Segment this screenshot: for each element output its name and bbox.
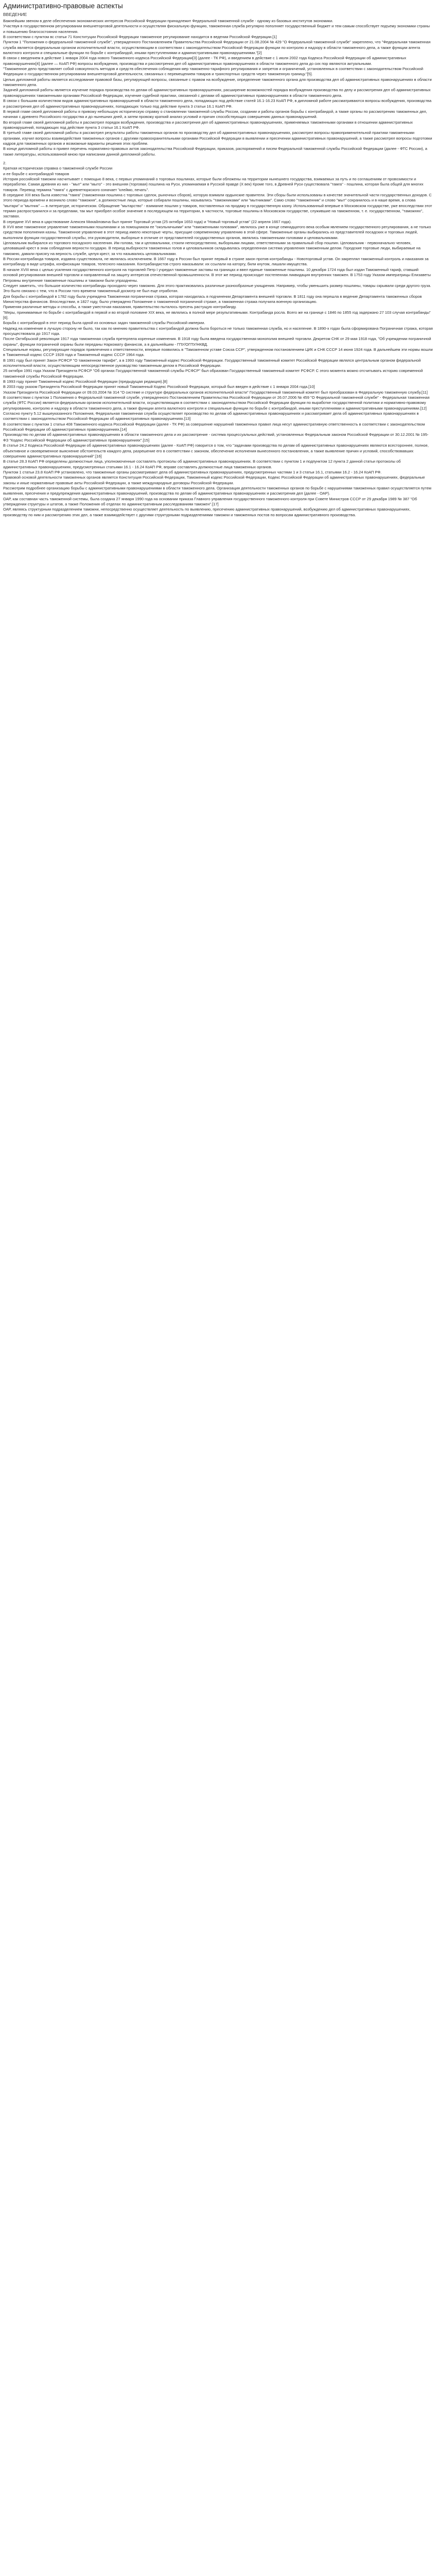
- document-paragraph: Применяя различные методы и способы, а также ужесточая наказания, правительство пыталось пресечь растущую контрабанду.: [3, 304, 237, 310]
- document-paragraph: В связи с введением в действие 1 января 2004 года нового Таможенного кодекса Российской Федерации[3] (далее - ТК РФ), и введением в действие с 1 июля 2002 года Кодекса Российской Федерации об административных правонарушениях[4] (далее — КоАП РФ) вопросы возбуждения, производства и рассмотрения дел об административных правонарушениях в области таможенного дела до сих пор являются актуальными.: [3, 56, 407, 66]
- document-paragraph: Важнейшим звеном в деле обеспечения экономических интересов Российской Федерации принадлежит Федеральной таможенной службе - одному из базовых институтов экономики.: [3, 19, 334, 23]
- document-paragraph: Правовой основой деятельности таможенных органов является Конституция Российской Федерации, Таможенный кодекс Российской Федерации, Кодекс Российской Федерации об административных правонарушениях, федеральные законы и иные нормативные правовые акты Российской Федерации, а также международные договоры Российской Федерации.: [3, 475, 425, 485]
- document-subtitle: ВВЕДЕНИЕ: [3, 12, 27, 17]
- document-body: [3, 19, 433, 518]
- document-paragraph: Целовальник выбирался из торгового посадского населения. Им голова, так и целовальники, стоили непосредственно, выборными лицами, ответственными за правильный сбор пошлин. Целовальник - первоначально человек, целовавший крест в знак соблюдения верности государю. В период выборности таможенных голов и целовальников складывалась определенная система управления таможенным делом. Городские торговые люди, выбираемые на таможню, давали присягу на верность службе, целуя крест, за что назывались целовальниками.: [3, 241, 421, 256]
- document-paragraph: ОАР, являясь структурным подразделением таможни, непосредственно осуществляет деятельность по выявлению, пресечению административных правонарушений, возбуждению дел об административных правонарушениях, производству по ним и рассмотрению этих дел, а также взаимодействует с другими структурными подразделениями таможни и таможенных постов по вопросам административного производства.: [3, 507, 411, 517]
- document-paragraph: Указом Президента Российской Федерации от 09.03.2004 № 314 "О системе и структуре федеральных органов исполнительной власти" Государственный таможенный комитет был преобразован в Федеральную таможенную службу.[11]: [3, 389, 428, 395]
- document-paragraph: и ее борьбе с контрабандой товаров: [3, 171, 69, 176]
- document-paragraph: В статье 28.3 КоАП РФ определены должностные лица, уполномоченные составлять протоколы об административных правонарушениях. В соответствии с пунктом 1 и подпунктом 12 пункта 2 данной статьи протоколы об административных правонарушениях, предусмотренных статьями 16.1 - 16.24 КоАП РФ, вправе составлять должностные лица таможенных органов.: [3, 459, 401, 469]
- document-paragraph: В России контрабанда товаров, издавна существовала, не являлась исключением. В 1667 году в России был принят первый в стране закон против контрабанды - Новоторговый устав. Он закреплял таможенный контроль и наказания за контрабанду в виде штрафа, конфискации товаров, телесного наказания. Контрабандистов строго наказывали: их ссылали на каторгу, били кнутом, лишали имущества.: [3, 257, 429, 267]
- document-paragraph: 25 октября 1991 года Указом Президента РСФСР "Об органах Государственной таможенной службы РСФСР" был образован Государственный таможенный комитет РСФСР. С этого момента можно отсчитывать историю современной таможенной службы Российской Федерации.: [3, 368, 423, 379]
- document-paragraph: В начале XVIII века с целью усиления государственного контроля на торговлей Петр I учредил таможенные заставы на границах и ввел единые таможенные пошлины. 10 декабря 1724 года был издан Таможенный тариф, ставший основой регулирования внешней торговли и направленный на защиту интересов отечественной промышленности. В этот же период происходит постепенная ликвидация внутренних таможен. В 1753 году Указом императрицы Елизаветы Петровны внутренние таможенные пошлины и таможни были упразднены.: [3, 267, 431, 283]
- document-paragraph: Для борьбы с контрабандой в 1782 году была учреждена Таможенная пограничная стража, которая находилась в подчинении Департамента внешней торговли. В 1811 году она перешла в ведение Департамента таможенных сборов Министерства финансов. Впоследствии, в 1827 году, было утверждено Положение о таможенной пограничной страже, а таможенная стража получила военную организацию.: [3, 294, 422, 304]
- document-paragraph: Согласно пункту 5.12 вышеуказанного Положения, Федеральная таможенная служба осуществляет производство по делам об административных правонарушениях и рассматривает дела об административных правонарушениях в соответствии с законодательством Российской Федерации об административных правонарушениях.[13]: [3, 411, 419, 421]
- document-paragraph: Целью дипломной работы является исследование правовой базы, регулирующей вопросы, связанные с правом на возбуждение, определение таможенного органа для производства дел об административных правонарушениях в области таможенного дела.: [3, 77, 432, 88]
- document-paragraph: В 1993 году принят Таможенный кодекс Российской Федерации (предыдущая редакция).[8]: [3, 379, 167, 384]
- document-paragraph: В 1991 году был принят Закон РСФСР "О таможенном тарифе", а в 1993 году Таможенный кодекс Российской Федерации. Государственный таможенный комитет Российской Федерации являлся центральным органом федеральной исполнительной власти, осуществляющим непосредственное руководство таможенным делом в Российской Федерации.: [3, 358, 421, 368]
- document-paragraph: В XVII веке таможенное управление таможенными пошлинами и за помощником ее "окольничьими" или "таможенными головами", являлось уже в конце семнадцатого века особым явлением государственного регулирования, а не только средством пополнения казны. Таможенное управление в этот период имело некоторые черты, присущие современному управлению в этой сфере. Таможенные органы выбирались из представителей посадских и торговых людей, выполняли функции государственной службы, эти руководители, выборные в отличие от представителей государственных органов, являлись таможенными головами и целовальниками.: [3, 225, 431, 240]
- document-paragraph: Краткая историческая справка о таможенной службе России: [3, 166, 113, 171]
- document-title: Административно-правовые аспекты: [3, 2, 123, 10]
- document-paragraph: 2.: [3, 160, 7, 165]
- document-paragraph: Специальные нормы, регулирующие порядок привлечения к ответственности, впервые появились в "Таможенном уставе Союза ССР", утвержденном постановлением ЦИК и СНК СССР 14 июня 1924 года. В дальнейшем эти нормы вошли в Таможенный кодекс СССР 1928 года и Таможенный кодекс СССР 1964 года.: [3, 347, 433, 358]
- document-paragraph: Задачей дипломной работы является изучение порядка производства по делам об административных правонарушениях, расширение возможностей порядка возбуждения производства по делу и рассмотрения дел об административных правонарушениях таможенными органами Российской Федерации, изучение судебной практики, связанной с делами об административных правонарушениях в области таможенного дела.: [3, 88, 431, 98]
- document-paragraph: История российской таможни насчитывает с помощью 8 века, с первых упоминаний о торговых пошлинах, которые были обложены на территории нынешнего государства, взимаемых за путь и по соглашениям от провозимости и переработки. Самая древняя из них - "мыт" или "мыто" - это внешняя (торговая) пошлина на Руси, упоминаемая в Русской правде (X век) Кроме того, в Древней Руси существовала "тамга" - пошлина, которая была общей для многих товаров. Перевод термина "тамга" с древнетюркского означает "клеймо, печать".: [3, 176, 424, 192]
- document-paragraph: В соответствии с пунктом 1 статьи 408 Таможенного кодекса Российской Федерации (далее - ТК РФ) за совершение нарушений таможенных правил лица несут административную ответственность в соответствии с законодательством Российской Федерации об административных правонарушениях.[14]: [3, 421, 425, 432]
- document-paragraph: В первой главе своей дипломной работы я привожу небольшую историческую справку о становлении таможенной службы России, создании и работы органов борьбы с контрабандой, а также органы по рассмотрению таможенных дел, начиная с древнего Российского государства и до нынешних дней, а затем провожу краткий анализ условий и причин способствующих совершению данных правонарушений.: [3, 109, 427, 120]
- document-paragraph: В конце дипломной работы я привел перечень нормативно-правовых актов законодательства Российской Федерации, приказов, распоряжений и писем Федеральной таможенной службы Российской Федерации (далее - ФТС России), а также литературы, использованной мною при написании данной дипломной работы.: [3, 146, 427, 157]
- document-paragraph: В связи с большим количеством видов административных правонарушений в области таможенного дела, попадающих под действие статей 16.1-16.23 КоАП РФ, в дипломной работе рассматриваются вопросы возбуждения, производства и рассмотрения дел об административных правонарушениях, попадающих только под действие пункта 3 статьи 16.1 КоАП РФ.: [3, 98, 431, 109]
- document-paragraph: В статье 24.2 Кодекса Российской Федерации об административных правонарушениях (далее - КоАП РФ) говорится о том, что "задачами производства по делам об административных правонарушениях являются всестороннее, полное, объективное и своевременное выяснение обстоятельств каждого дела, разрешение его в соответствии с законом, обеспечение исполнения вынесенного постановления, а также выявление причин и условий, способствовавших совершению административных правонарушений".[16]: [3, 443, 429, 459]
- document-paragraph: В соответствии с пунктом 1 Положения о Федеральной таможенной службе, утвержденного Постановлением Правительства Российской Федерации от 26.07.2006 № 459 "О Федеральной таможенной службе" - Федеральная таможенная служба (ФТС России) является федеральным органом исполнительной власти, осуществляющим в соответствии с законодательством Российской Федерации функции по выработке государственной политики и нормативно-правовому регулированию, контролю и надзору в области таможенного дела, а также функции агента валютного контроля и специальные функции по борьбе с контрабандой, иными преступлениями и административными правонарушениями.[12]: [3, 395, 430, 411]
- document-paragraph: В 2003 году указом Президента Российской Федерации принят новый Таможенный Кодекс Российской Федерации, который был введен в действие с 1 января 2004 года.[10]: [3, 384, 315, 389]
- document-paragraph: Следует заметить, что большое количество контрабанды проходило через таможню. Для этого практиковались различные разнообразные ухищрения. Например, чтобы уменьшить размер пошлины, товары скрывали среди другого груза. Это было связано с тем, что в России того времени таможенный досмотр не был еще отработан.: [3, 283, 431, 294]
- document-paragraph: Пунктом 1 статьи 23.8 КоАП РФ установлено, что таможенные органы рассматривают дела об административных правонарушениях, предусмотренных частями 1 и 3 статьи 16.1, статьями 16.2 - 16.24 КоАП РФ.: [3, 469, 382, 474]
- document-page: [0, 2, 436, 518]
- document-paragraph: В соответствии с пунктом вс статьи 71 Конституции Российской Федерации таможенное регулирование находится в ведении Российской Федерации.[1]: [3, 35, 277, 40]
- document-paragraph: Борьба с контрабандой в этот период была одной из основных задач таможенной службы Российской империи.: [3, 320, 205, 326]
- document-paragraph: В середине XIII века была известна "тамга" (таможенная пошлина с торговых сделок, рыночных сборов), которую взимали ордынские правители. Эти сборы были использованы в качестве значительной части государственных доходов. С этого периода времени и возникло слово "таможня", а должностные лица, которые собирали пошлины, назывались "таможниками" или "мытниками". Само слово "таможенник" и слово "мыт" сохранилось и в наше время, а слова "мытари" и "мытник" — в литературе, историческом. Обращение "мытарство" - взимание пошлин у товаров, поставленных на продажу в государственную казну. Использованный впервые в Московском государстве, уже впоследствии этот термин распространился и за пределами, так мыт приобрел особое значение в последующем на территории, в частности, торговые пошлины в Московском государстве, служившие на таможенном, т. е. государственном, "таможнях", заставах.: [3, 193, 432, 219]
- document-paragraph: Производство по делам об административных правонарушениях в области таможенного дела и их рассмотрение - система процессуальных действий, установленных Федеральным законом Российской Федерации от 30.12.2001 № 195-ФЗ "Кодекс Российской Федерации об административных правонарушениях".[15]: [3, 432, 429, 443]
- document-paragraph: В середине XVI века в царствование Алексея Михайловича был принят Торговый устав (25 октября 1653 года) и "Новый торговый устав" (22 апреля 1667 года).: [3, 219, 292, 224]
- document-paragraph: После Октябрьской революции 1917 года таможенная служба претерпела коренные изменения. В 1918 году была введена государственная монополия внешней торговли. Декретом СНК от 29 мая 1918 года, "Об учреждении пограничной охраны", функции пограничной охраны были переданы Наркомату финансов, а в дальнейшем - ГПУ/ОГПУ/НКВД.: [3, 336, 431, 347]
- document-paragraph: Во второй главе своей дипломной работы я рассмотрел порядок возбуждения, производства и рассмотрения дел об административных правонарушениях, применяемых таможенными органами в отношении административных правонарушений, попадающих под действие пункта 3 статьи 16.1 КоАП РФ.: [3, 120, 413, 130]
- document-paragraph: "Меры, принимаемые по борьбе с контрабандой в первой и во второй половине XIX века, не являлись в полной мере результативными. Контрабанда росла. Всего же на границе с 1846 по 1855 год задержано 27 103 случая контрабанды"[6].: [3, 310, 431, 320]
- document-paragraph: "Таможенное дело представляет собой совокупность методов и средств обеспечения соблюдения мер таможенно-тарифного регулирования и запретов и ограничений, установленных в соответствии с законодательством Российской Федерации о государственном регулировании внешнеторговой деятельности, связанных с перемещением товаров и транспортных средств через таможенную границу."[5].: [3, 66, 424, 77]
- document-paragraph: Надежд на изменение в лучшую сторону не было, так как по мнению правительства с контрабандой должна была бороться не только таможенная служба, но и население. В 1890-х годах была сформирована Пограничная стража, которая просуществовала до 1917 года.: [3, 326, 433, 336]
- document-paragraph: Участвуя в государственном регулировании внешнеторговой деятельности и осуществляя фискальную функцию, таможенная служба регулярно пополняет государственный бюджет и тем самым способствует подъему экономики страны и повышению благосостояния населения.: [3, 24, 430, 34]
- document-paragraph: Рассмотрим подробнее организацию борьбы с административными правонарушениями в области таможенного дела. Организация деятельности таможенных органов по борьбе с нарушениями таможенных правил осуществляется путем выявления, пресечения и предупреждения административных правонарушений, производства по делам об административных правонарушениях и рассмотрения дел (далее - ОАР).: [3, 485, 431, 496]
- document-paragraph: Пунктом 1 "Положения о федеральной таможенной службе", утвержденного Постановлением Правительства Российской Федерации от 21.08.2004 № 429 "О Федеральной таможенной службе" закреплено, что "Федеральная таможенная служба является федеральным органом исполнительной власти, осуществляющим в соответствии с законодательством Российской Федерации функции по контролю и надзору в области таможенного дела, а также функции агента валютного контроля и специальные функции по борьбе с контрабандой, иными преступлениями и административными правонарушениями."[2]: [3, 40, 431, 56]
- document-paragraph: В третьей главе своей дипломной работы я рассмотрел результаты работы таможенных органов по производству дел об административных правонарушениях, рассмотрел вопросы правоприменительной практики таможенными органами, изучил вопросы взаимодействия таможенных органов с другими правоохранительными органами Российской Федерации в выявлении и пресечении административных правонарушений, а также рассмотрел вопросы подготовки кадров для таможенных органов и возможные варианты решения этих проблем.: [3, 130, 432, 146]
- document-paragraph: ОАР, как составная часть таможенной системы, была создана 27 января 1990 года на основании приказа Главного управления государственного таможенного контроля при Совете Министров СССР от 29 декабря 1989 № 387 "Об утверждении структуры и штатов, а также Положения об отделах по административным расследованиям таможен".[17]: [3, 496, 417, 506]
